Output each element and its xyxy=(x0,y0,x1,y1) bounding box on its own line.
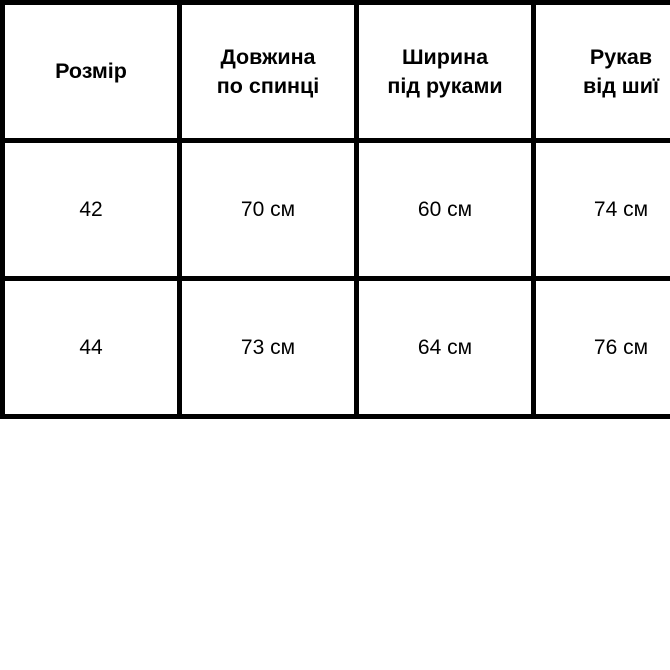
header-cell-size xyxy=(3,3,180,141)
cell-sleeve: 74 см xyxy=(534,141,670,279)
cell-size: 42 xyxy=(3,141,180,279)
header-cell-width xyxy=(357,3,534,141)
header-size-line-1: Розмір xyxy=(55,59,127,84)
header-length-line-1: Довжина xyxy=(220,45,316,70)
header-width-line-1: Ширина xyxy=(401,45,489,70)
header-cell-sleeve xyxy=(534,3,670,141)
header-sleeve-line-2: від шиї xyxy=(583,73,659,98)
cell-size: 44 xyxy=(3,279,180,417)
table-row xyxy=(3,141,670,279)
table-row xyxy=(3,279,670,417)
cell-width: 64 см xyxy=(357,279,534,417)
cell-length: 73 см xyxy=(180,279,357,417)
cell-width: 60 см xyxy=(357,141,534,279)
header-sleeve-line-1: Рукав xyxy=(589,45,653,70)
header-width-line-2: під руками xyxy=(387,73,503,98)
cell-length: 70 см xyxy=(180,141,357,279)
header-cell-length xyxy=(180,3,357,141)
header-length-line-2: по спинці xyxy=(216,73,320,98)
cell-sleeve: 76 см xyxy=(534,279,670,417)
table-header-row xyxy=(3,3,670,141)
